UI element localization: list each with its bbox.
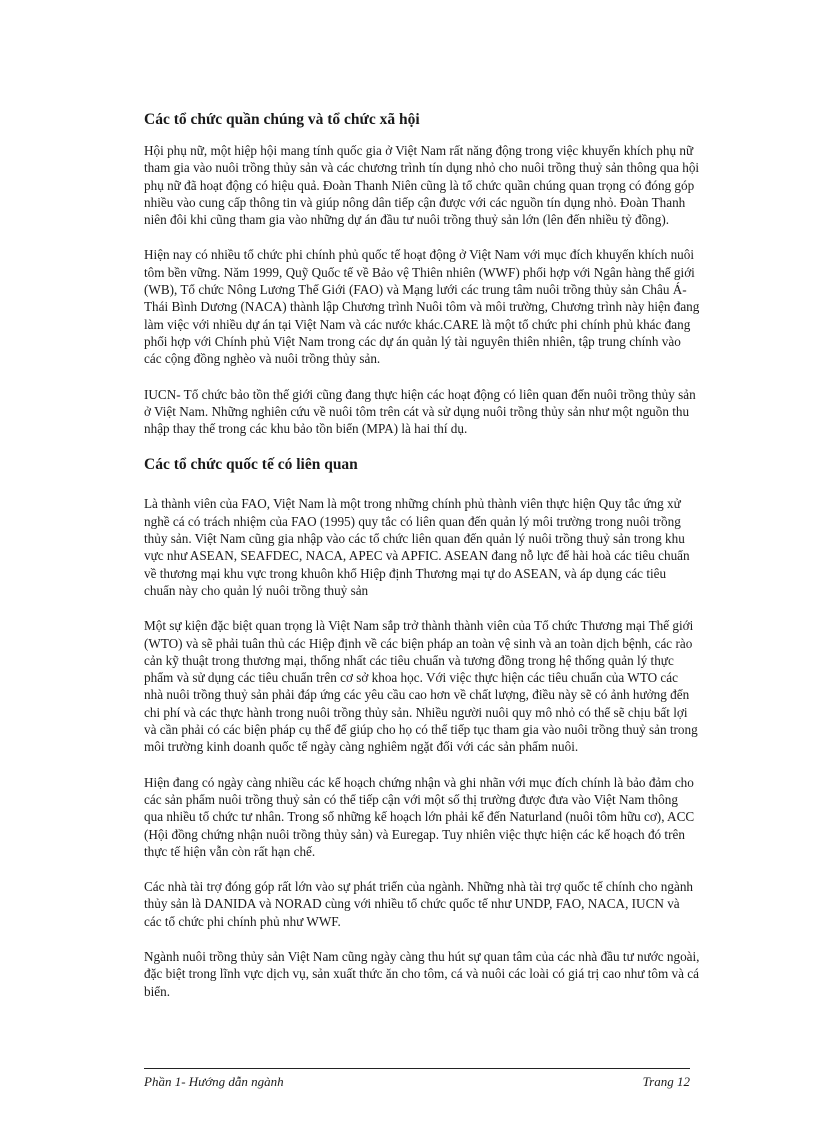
section-heading-mass-organizations: Các tổ chức quần chúng và tổ chức xã hội — [144, 111, 420, 128]
paragraph: Hiện nay có nhiều tổ chức phi chính phủ quốc tế hoạt động ở Việt Nam với mục đích khuyến khích nuôi tôm bền vững. Năm 1999, Quỹ Quốc tế về Bảo vệ Thiên nhiên (WWF) phối hợp với Ngân hàng thế giới (WB), Tổ chức Nông Lương Thế Giới (FAO) và Mạng lưới các trung tâm nuôi trồng thủy sản Châu Á- Thái Bình Dương (NACA) thành lập Chương trình Nuôi tôm và môi trường, Chương trình này hiện đang làm việc với nhiều dự án tại Việt Nam và các nước khác.CARE là một tổ chức phi chính phủ khác đang phối hợp với Chính phủ Việt Nam trong các dự án quản lý tài nguyên thiên nhiên, tập trung chính vào các cộng đồng nghèo và nuôi trồng thủy sản. — [144, 247, 700, 367]
footer-section-title: Phần 1- Hướng dẫn ngành — [144, 1074, 284, 1089]
document-page — [144, 110, 700, 1018]
section-heading-international-organizations: Các tổ chức quốc tế có liên quan — [144, 456, 358, 474]
paragraph: Hội phụ nữ, một hiệp hội mang tính quốc gia ở Việt Nam rất năng động trong việc khuyến khích phụ nữ tham gia vào nuôi trồng thủy sản và các chương trình tín dụng nhỏ cho nuôi trồng thuỷ sản thông qua hội phụ nữ đã hoạt động có hiệu quả. Đoàn Thanh Niên cũng là tổ chức quần chúng quan trọng có đóng góp nhiều vào cung cấp thông tin và giúp nông dân tiếp cận được với các nguồn tín dụng nhỏ. Đoàn Thanh niên đôi khi cũng tham gia vào những dự án đầu tư nuôi trồng thuỷ sản lớn (lên đến nhiều tỷ đồng). — [144, 143, 700, 228]
paragraph: Hiện đang có ngày càng nhiều các kế hoạch chứng nhận và ghi nhãn với mục đích chính là bảo đảm cho các sản phẩm nuôi trồng thuỷ sản có thể tiếp cận với một số thị trường được đưa vào Việt Nam thông qua nhiều tổ chức tư nhân. Trong số những kế hoạch lớn phải kể đến Naturland (nuôi tôm hữu cơ), ACC (Hội đồng chứng nhận nuôi trồng thủy sản) và Euregap. Tuy nhiên việc thực hiện các kế hoạch đó trên thực tế hiện vẫn còn rất hạn chế. — [144, 774, 695, 859]
paragraph: Ngành nuôi trồng thủy sản Việt Nam cũng ngày càng thu hút sự quan tâm của các nhà đầu tư nước ngoài, đặc biệt trong lĩnh vực dịch vụ, sản xuất thức ăn cho tôm, cá và nuôi các loài có giá trị cao như tôm và cá biển. — [144, 948, 700, 999]
page-number: Trang 12 — [642, 1074, 690, 1089]
paragraph: Là thành viên của FAO, Việt Nam là một trong những chính phủ thành viên thực hiện Quy tắc ứng xử nghề cá có trách nhiệm của FAO (1995) quy tắc có liên quan đến quản lý môi trường trong nuôi trồng thủy sản. Việt Nam cũng gia nhập vào các tổ chức liên quan đến quản lý nuôi trồng thuỷ sản trong khu vực như ASEAN, SEAFDEC, NACA, APEC và APFIC. ASEAN đang nỗ lực để hài hoà các tiêu chuẩn về thương mại khu vực trong khuôn khổ Hiệp định Thương mại tự do ASEAN, và áp dụng các tiêu chuẩn này cho quản lý nuôi trồng thuỷ sản — [144, 496, 690, 598]
page-footer — [144, 1068, 690, 1090]
paragraph: Các nhà tài trợ đóng góp rất lớn vào sự phát triển của ngành. Những nhà tài trợ quốc tế chính cho ngành thủy sản là DANIDA và NORAD cùng với nhiều tổ chức quốc tế như UNDP, FAO, NACA, IUCN và các tổ chức phi chính phủ như WWF. — [144, 879, 694, 929]
paragraph: IUCN- Tổ chức bảo tồn thế giới cũng đang thực hiện các hoạt động có liên quan đến nuôi trồng thủy sản ở Việt Nam. Những nghiên cứu về nuôi tôm trên cát và sử dụng nuôi trồng thủy sản như một nguồn thu nhập thay thế trong các khu bảo tồn biển (MPA) là hai thí dụ. — [144, 386, 696, 437]
paragraph: Một sự kiện đặc biệt quan trọng là Việt Nam sắp trở thành thành viên của Tổ chức Thương mại Thế giới (WTO) và sẽ phải tuân thủ các Hiệp định về các biện pháp an toàn vệ sinh và an toàn dịch bệnh, các rào cản kỹ thuật trong thương mại, thống nhất các tiêu chuẩn và tương đồng trong hệ thống quản lý thực phẩm và sử dụng các tiêu chuẩn trên cơ sở khoa học. Với việc thực hiện các tiêu chuẩn của WTO các nhà nuôi trồng thuỷ sản phải đáp ứng các yêu cầu cao hơn về chất lượng, điều này sẽ có ảnh hưởng đến chi phí và các thực hành trong nuôi trồng thủy sản. Nhiều người nuôi quy mô nhỏ có thể sẽ chịu bất lợi và cần phải có các biện pháp cụ thể để giúp cho họ có thể tiếp tục tham gia vào nuôi trồng thuỷ sản trong môi trường kinh doanh quốc tế ngày càng nghiêm ngặt đối với các sản phẩm nuôi. — [144, 618, 698, 755]
